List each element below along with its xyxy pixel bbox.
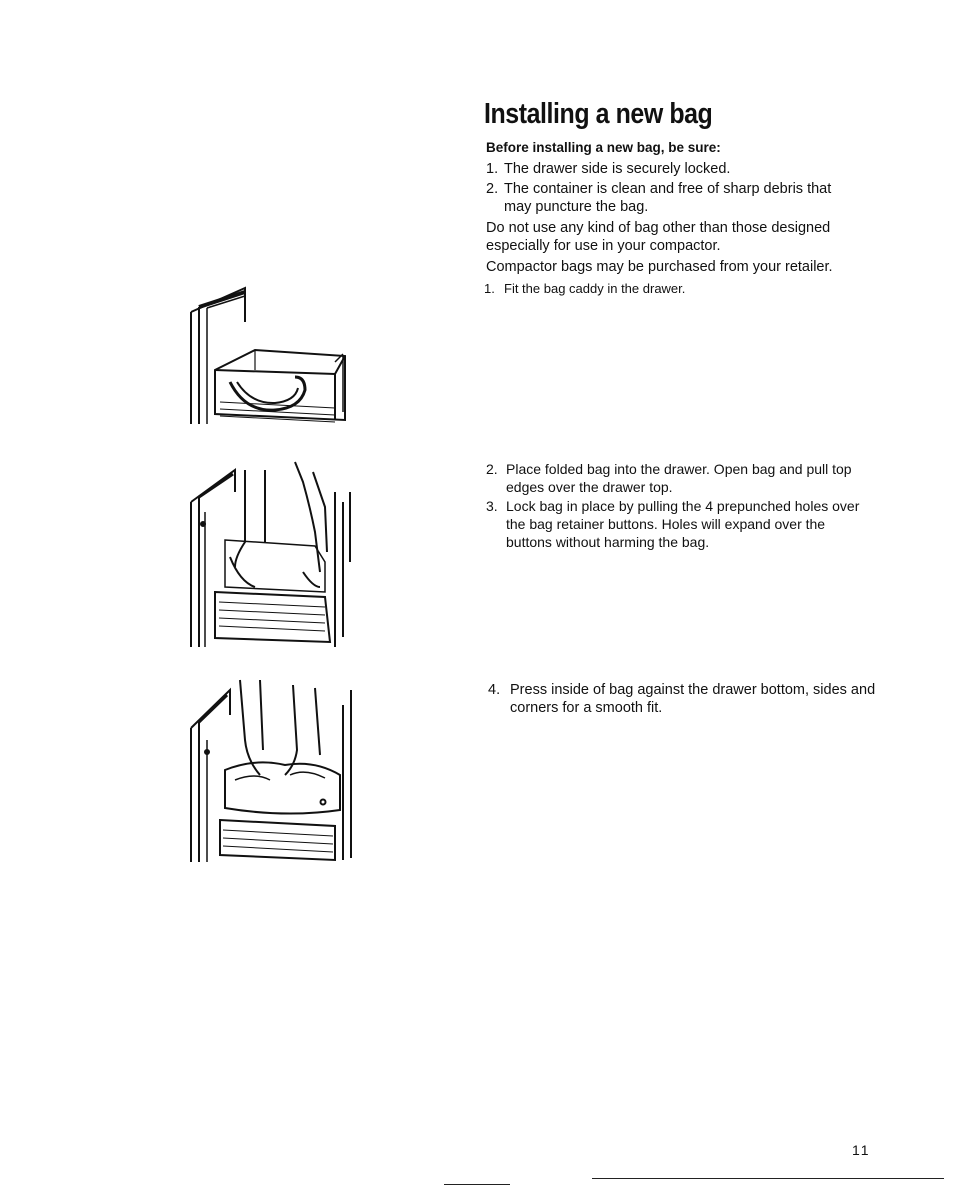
purchase-text: Compactor bags may be purchased from your retailer.	[486, 259, 833, 275]
checklist-item: 2. The container is clean and free of sharp debris that may puncture the bag.	[486, 181, 832, 215]
bottom-rule-right	[592, 1178, 944, 1179]
checklist-heading: Before installing a new bag, be sure:	[486, 140, 721, 155]
place-bag-illustration	[185, 462, 360, 652]
bottom-rule-left	[444, 1184, 510, 1185]
step-item: 2. Place folded bag into the drawer. Open bag and pull top edges over the drawer top.	[486, 461, 852, 495]
press-bag-illustration	[185, 680, 365, 865]
page-title: Installing a new bag	[484, 98, 713, 130]
bag-caddy-illustration	[185, 282, 355, 432]
step-item: 1. Fit the bag caddy in the drawer.	[484, 281, 686, 296]
checklist	[486, 160, 856, 216]
checklist-item: 1. The drawer side is securely locked.	[486, 161, 731, 177]
warning-text: Do not use any kind of bag other than those designed especially for use in your compactor.	[486, 220, 831, 254]
page-number: 11	[852, 1142, 871, 1158]
step-item: 3. Lock bag in place by pulling the 4 prepunched holes over the bag retainer buttons. Holes will expand over the buttons without harming the bag.	[486, 498, 860, 550]
step-item: 4. Press inside of bag against the drawer bottom, sides and corners for a smooth fit.	[488, 682, 876, 716]
